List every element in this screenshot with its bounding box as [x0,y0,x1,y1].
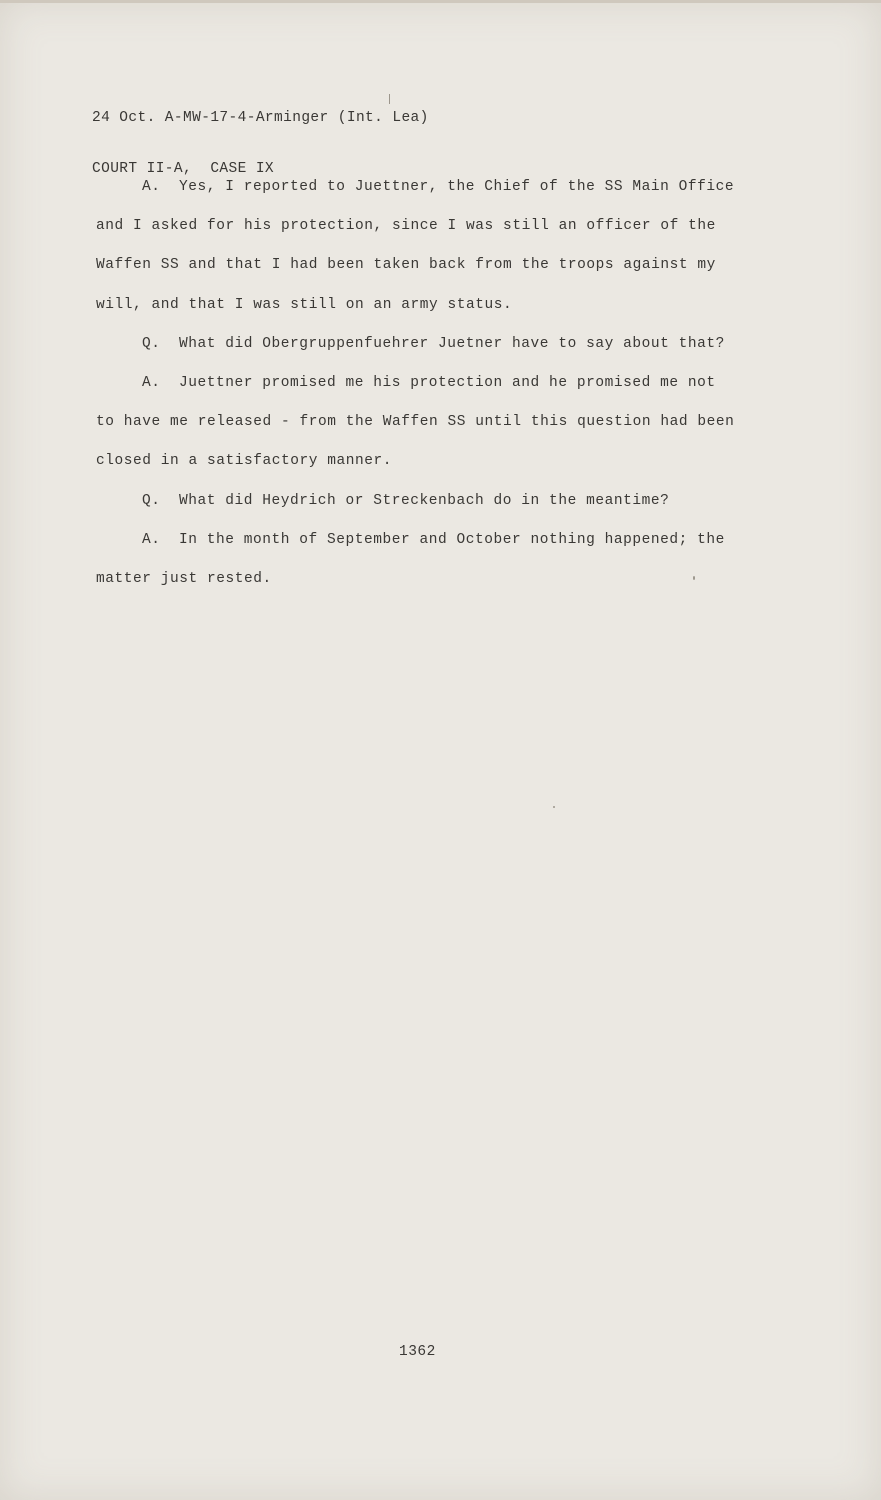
transcript-line: Q. What did Obergruppenfuehrer Juetner have to say about that? [142,335,725,352]
transcript-line: Q. What did Heydrich or Streckenbach do in the meantime? [142,492,670,509]
transcript-line: A. Juettner promised me his protection and he promised me not [142,374,716,391]
header-court-line: COURT II-A, CASE IX [92,161,275,177]
transcript-line: A. Yes, I reported to Juettner, the Chief of the SS Main Office [142,179,735,195]
transcript-line: to have me released - from the Waffen SS until this question had been [96,414,735,431]
transcript-line: matter just rested. [96,570,272,587]
transcript-line: and I asked for his protection, since I was still an officer of the [96,218,716,235]
page-number: 1362 [399,1344,436,1360]
transcript-body [96,168,766,599]
transcript-line: A. In the month of September and October nothing happened; the [142,531,725,548]
transcript-line: closed in a satisfactory manner. [96,453,393,470]
paper-speck [553,806,555,808]
header-session-line: 24 Oct. A-MW-17-4-Arminger (Int. Lea) [92,110,429,126]
transcript-line: Waffen SS and that I had been taken back from the troops against my [96,257,716,274]
transcript-line: will, and that I was still on an army status. [96,296,513,313]
paper-speck [693,576,695,580]
paper-speck [389,94,390,104]
